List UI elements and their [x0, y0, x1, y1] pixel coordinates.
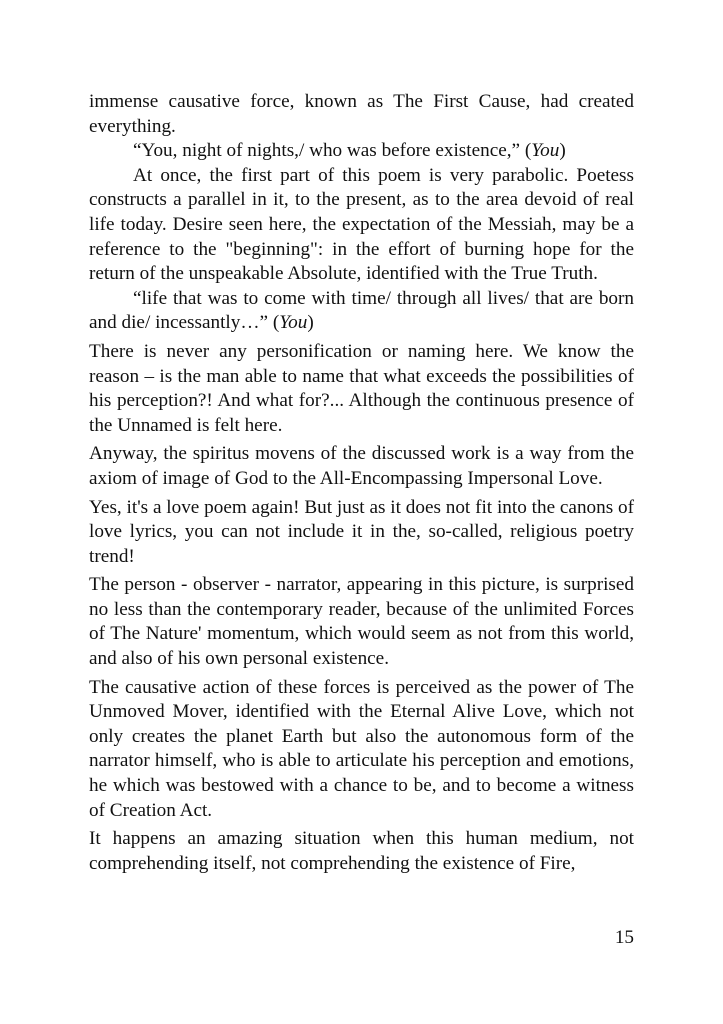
paragraph-first-cause: immense causative force, known as The First Cause, had created everything. [89, 91, 634, 137]
quote-citation: You [531, 140, 560, 162]
paragraph-narrator: The person - observer - narrator, appearing in this picture, is surprised no less than the contemporary reader, because of the unlimited Forces of The Nature' momentum, which would seem as not from this world, and also of his own personal existence. [89, 574, 634, 670]
quote-close: ) [307, 312, 314, 334]
page-number: 15 [614, 927, 634, 948]
quote-night-of-nights [89, 139, 634, 164]
quote-text: “life that was to come with time/ through all lives/ that are born and die/ incessantly…” ( [89, 287, 634, 334]
paragraph-causative-action: The causative action of these forces is perceived as the power of The Unmoved Mover, identified with the Eternal Alive Love, which not only creates the planet Earth but also the autonomous form of the narrator himself, who is able to articulate his perception and emotions, he which was bestowed with a chance to be, and to become a witness of Creation Act. [89, 676, 634, 821]
quote-citation: You [279, 312, 308, 334]
quote-close: ) [559, 140, 566, 162]
paragraph-personification: There is never any personification or naming here. We know the reason – is the man able to name that what exceeds the possibilities of his perception?! And what for?... Although the continuous presence of the Unnamed is felt here. [89, 340, 634, 436]
paragraph-parabolic: At once, the first part of this poem is very parabolic. Poetess constructs a parallel in it, to the present, as to the area devoid of real life today. Desire seen here, the expectation of the Messiah, may be a reference to the "beginning": in the effort of burning hope for the return of the unspeakable Absolute, identified with the True Truth. [89, 164, 634, 285]
quote-text: “You, night of nights,/ who was before existence,” ( [133, 140, 532, 162]
paragraph-spiritus-movens: Anyway, the spiritus movens of the discussed work is a way from the axiom of image of God to the All-Encompassing Impersonal Love. [89, 443, 634, 489]
paragraph-love-poem: Yes, it's a love poem again! But just as it does not fit into the canons of love lyrics, you can not include it in the, so-called, religious poetry trend! [89, 496, 634, 567]
paragraph-human-medium: It happens an amazing situation when this human medium, not comprehending itself, not comprehending the existence of Fire, [89, 828, 634, 874]
quote-life-to-come [89, 287, 634, 336]
page-body [89, 90, 634, 876]
